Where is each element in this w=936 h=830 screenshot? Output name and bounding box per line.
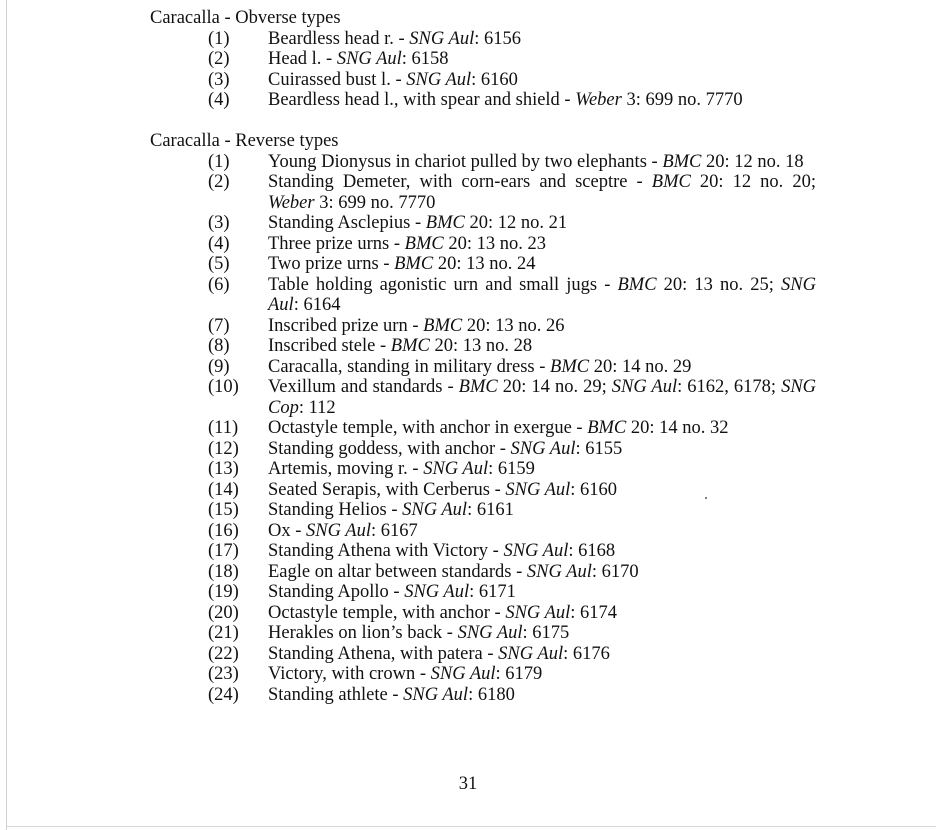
item-text — [268, 582, 816, 603]
item-reference-source: BMC — [390, 336, 430, 356]
item-reference-source: BMC — [662, 151, 702, 172]
item-reference-source: Weber — [268, 192, 315, 213]
item-reference-detail: : 6168 — [568, 541, 616, 561]
item-reference-detail: 20: 12 no. 20; — [690, 172, 817, 192]
list-item — [150, 336, 850, 357]
item-text — [268, 623, 816, 644]
item-reference-source: SNG Aul — [526, 561, 592, 582]
item-text — [268, 644, 816, 665]
item-text — [268, 29, 816, 50]
item-reference-detail: : 6176 — [563, 643, 610, 664]
item-reference-detail: : 6160 — [471, 69, 518, 90]
item-text — [268, 152, 816, 173]
item-reference-source: SNG Aul — [430, 664, 496, 684]
item-reference-detail: 20: 12 no. 21 — [464, 213, 568, 233]
item-text — [268, 418, 816, 439]
item-reference-detail: 20: 13 no. 23 — [443, 233, 546, 254]
item-reference-source: SNG Aul — [423, 459, 489, 479]
item-number: (7) — [208, 315, 230, 336]
item-reference-detail: : 6158 — [401, 49, 449, 69]
item-description: Standing Athena, with patera - — [268, 643, 499, 664]
list-item — [150, 439, 850, 460]
item-reference-source: BMC — [458, 377, 498, 397]
item-reference-source: SNG Aul — [505, 479, 571, 500]
item-reference-detail: : 6180 — [468, 684, 515, 705]
item-description: Two prize urns - — [268, 254, 395, 274]
list-item — [150, 603, 850, 624]
item-reference-detail: : 6175 — [522, 623, 570, 643]
item-reference-source: SNG Cop — [268, 377, 817, 418]
item-text — [268, 90, 816, 111]
item-number: (13) — [208, 459, 239, 479]
list-item — [150, 70, 850, 91]
list-item — [150, 480, 850, 501]
item-description: Herakles on lion’s back - — [268, 623, 458, 643]
item-description: Standing Asclepius - — [268, 213, 426, 233]
item-reference-detail: : 6160 — [570, 479, 618, 500]
item-reference-source: SNG Aul — [306, 520, 371, 541]
item-reference-source: BMC — [423, 315, 463, 336]
item-description: Young Dionysus in chariot pulled by two elephants - — [268, 151, 663, 172]
item-reference-source: BMC — [404, 233, 444, 254]
list-item — [150, 685, 850, 706]
item-description: Caracalla, standing in military dress - — [268, 356, 551, 377]
page-border-left — [6, 0, 7, 830]
item-description: Octastyle temple, with anchor - — [268, 602, 506, 623]
item-reference-detail: 20: 13 no. 24 — [433, 254, 536, 274]
item-description: Octastyle temple, with anchor in exergue - — [268, 418, 588, 438]
list-item — [150, 377, 850, 418]
item-description: Three prize urns - — [268, 233, 405, 254]
item-reference-detail: 20: 13 no. 28 — [429, 336, 533, 356]
list-item — [150, 623, 850, 644]
item-number: (4) — [208, 90, 230, 110]
item-number: (2) — [208, 172, 230, 192]
reverse-section — [150, 131, 850, 705]
list-item — [150, 90, 850, 111]
list-item — [150, 664, 850, 685]
item-reference-source: BMC — [425, 213, 465, 233]
item-description: Eagle on altar between standards - — [268, 561, 527, 582]
reverse-heading: Caracalla - Reverse types — [150, 131, 339, 151]
list-item — [150, 316, 850, 337]
list-item — [150, 541, 850, 562]
item-description: Standing Helios - — [268, 500, 403, 520]
item-text — [268, 254, 816, 275]
item-text — [268, 603, 816, 624]
item-reference-source: SNG Aul — [611, 377, 678, 397]
list-item — [150, 213, 850, 234]
item-description: Standing Athena with Victory - — [268, 541, 504, 561]
list-item — [150, 49, 850, 70]
reverse-list — [150, 152, 850, 706]
item-number: (11) — [208, 418, 239, 438]
item-reference-detail: : 6167 — [370, 520, 418, 541]
item-number: (1) — [208, 151, 230, 172]
item-reference-source: SNG Aul — [336, 49, 402, 69]
item-reference-source: BMC — [651, 172, 691, 192]
list-item — [150, 172, 850, 213]
item-text — [268, 49, 816, 70]
list-item — [150, 562, 850, 583]
item-reference-source: BMC — [617, 274, 657, 295]
item-number: (10) — [208, 377, 239, 397]
item-reference-detail: : 6161 — [467, 500, 514, 520]
item-text — [268, 172, 816, 213]
item-reference-detail: 3: 699 no. 7770 — [621, 90, 743, 110]
item-description: Vexillum and standards - — [268, 377, 459, 397]
item-text — [268, 562, 816, 583]
list-item — [150, 644, 850, 665]
item-number: (23) — [208, 664, 239, 684]
item-reference-source: SNG Aul — [402, 500, 468, 520]
item-description: Beardless head r. - — [268, 28, 410, 49]
item-reference-detail: : 6171 — [469, 582, 516, 602]
item-number: (5) — [208, 254, 230, 274]
list-item — [150, 234, 850, 255]
item-reference-detail: : 6156 — [474, 28, 521, 49]
item-text — [268, 480, 816, 501]
item-description: Standing Apollo - — [268, 582, 405, 602]
item-reference-detail: 20: 14 no. 29; — [497, 377, 607, 397]
item-reference-detail: : 6164 — [293, 295, 341, 315]
item-text — [268, 336, 816, 357]
item-number: (1) — [208, 28, 230, 49]
list-item — [150, 275, 850, 316]
obverse-section — [150, 8, 850, 111]
item-reference-source: SNG Aul — [268, 274, 816, 315]
item-reference-source: BMC — [587, 418, 627, 438]
item-reference-detail: : 6162, 6178; — [677, 377, 777, 397]
item-text — [268, 275, 816, 316]
item-reference-detail: 20: 14 no. 29 — [589, 356, 692, 377]
item-reference-detail: : 6159 — [488, 459, 535, 479]
item-reference-detail: : 6155 — [575, 438, 623, 459]
page-border-bottom — [6, 826, 936, 827]
item-description: Victory, with crown - — [268, 664, 431, 684]
item-number: (2) — [208, 49, 230, 69]
item-reference-source: SNG Aul — [409, 28, 475, 49]
page-number: 31 — [458, 774, 478, 794]
item-text — [268, 357, 816, 378]
item-reference-source: SNG Aul — [457, 623, 523, 643]
item-text — [268, 500, 816, 521]
item-description: Seated Serapis, with Cerberus - — [268, 479, 506, 500]
item-description: Standing Demeter, with corn-ears and sceptre - — [268, 172, 652, 192]
item-reference-source: SNG Aul — [498, 643, 564, 664]
item-reference-source: SNG Aul — [510, 438, 576, 459]
item-text — [268, 316, 816, 337]
item-number: (12) — [208, 438, 239, 459]
item-reference-detail: 3: 699 no. 7770 — [314, 192, 436, 213]
item-number: (20) — [208, 602, 239, 623]
item-number: (4) — [208, 233, 230, 254]
list-item — [150, 357, 850, 378]
item-number: (3) — [208, 69, 230, 90]
item-text — [268, 439, 816, 460]
item-reference-detail: : 6174 — [570, 602, 618, 623]
list-item — [150, 254, 850, 275]
item-reference-detail: 20: 13 no. 26 — [462, 315, 565, 336]
item-number: (3) — [208, 213, 230, 233]
list-item — [150, 500, 850, 521]
item-reference-detail: 20: 13 no. 25; — [656, 274, 774, 295]
item-text — [268, 664, 816, 685]
list-item — [150, 418, 850, 439]
item-reference-detail: : 112 — [298, 397, 336, 418]
item-reference-detail: : 6179 — [495, 664, 543, 684]
item-text — [268, 213, 816, 234]
item-reference-source: SNG Aul — [406, 69, 472, 90]
item-reference-source: Weber — [575, 90, 622, 110]
item-description: Standing athlete - — [268, 684, 404, 705]
item-number: (18) — [208, 561, 239, 582]
item-number: (16) — [208, 520, 239, 541]
item-description: Head l. - — [268, 49, 337, 69]
item-number: (17) — [208, 541, 239, 561]
item-description: Inscribed stele - — [268, 336, 391, 356]
item-description: Ox - — [268, 520, 307, 541]
item-number: (19) — [208, 582, 239, 602]
item-number: (22) — [208, 643, 239, 664]
item-description: Artemis, moving r. - — [268, 459, 424, 479]
item-number: (14) — [208, 479, 239, 500]
item-description: Inscribed prize urn - — [268, 315, 424, 336]
item-number: (15) — [208, 500, 239, 520]
item-number: (8) — [208, 336, 230, 356]
item-reference-source: BMC — [394, 254, 434, 274]
obverse-list — [150, 29, 850, 111]
item-text — [268, 377, 816, 418]
item-number: (24) — [208, 684, 239, 705]
list-item — [150, 152, 850, 173]
item-reference-source: BMC — [550, 356, 590, 377]
list-item — [150, 521, 850, 542]
item-description: Cuirassed bust l. - — [268, 69, 407, 90]
list-item — [150, 582, 850, 603]
item-text — [268, 541, 816, 562]
item-text — [268, 685, 816, 706]
item-description: Standing goddess, with anchor - — [268, 438, 511, 459]
item-reference-source: SNG Aul — [503, 541, 569, 561]
item-number: (6) — [208, 274, 230, 295]
list-item — [150, 459, 850, 480]
item-description: Table holding agonistic urn and small jugs - — [268, 274, 618, 295]
item-number: (9) — [208, 356, 230, 377]
item-reference-detail: 20: 12 no. 18 — [701, 151, 804, 172]
list-item — [150, 29, 850, 50]
item-description: Beardless head l., with spear and shield - — [268, 90, 576, 110]
item-reference-source: SNG Aul — [404, 582, 470, 602]
obverse-heading: Caracalla - Obverse types — [150, 8, 341, 28]
item-reference-detail: 20: 14 no. 32 — [626, 418, 729, 438]
item-reference-source: SNG Aul — [403, 684, 469, 705]
item-text — [268, 521, 816, 542]
item-text — [268, 70, 816, 91]
item-text — [268, 234, 816, 255]
item-reference-source: SNG Aul — [505, 602, 571, 623]
item-reference-detail: : 6170 — [591, 561, 639, 582]
item-text — [268, 459, 816, 480]
item-number: (21) — [208, 623, 239, 643]
